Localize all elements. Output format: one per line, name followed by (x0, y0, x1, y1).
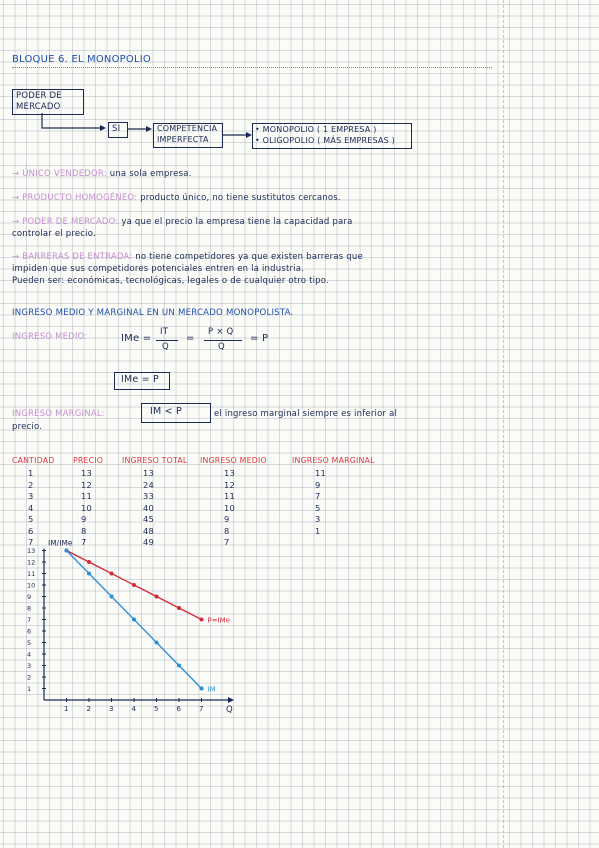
th-ingreso-marginal: INGRESO MARGINAL (292, 456, 375, 465)
data-point (177, 606, 181, 610)
y-axis-label: IM/IMe (48, 540, 73, 548)
table-cell: 8 (224, 525, 230, 536)
data-point (200, 687, 204, 691)
def-poder-mercado-cont: controlar el precio. (12, 229, 96, 239)
table-cell: 24 (143, 479, 154, 490)
table-cell: 40 (143, 502, 154, 513)
data-point (132, 618, 136, 622)
data-point (65, 549, 69, 553)
table-cell: 9 (81, 514, 87, 524)
x-tick-label: 3 (109, 705, 114, 713)
ime-f1-bar (156, 340, 178, 341)
y-tick-label: 5 (27, 639, 32, 647)
table-cell: 1 (315, 525, 321, 536)
th-ingreso-total: INGRESO TOTAL (122, 456, 188, 465)
data-point (110, 595, 114, 599)
table-cell: 7 (28, 537, 34, 547)
y-tick-label: 13 (27, 547, 36, 555)
y-tick-label: 9 (27, 593, 32, 601)
oligopolio-item: • OLIGOPOLIO ( MÁS EMPRESAS ) (255, 136, 395, 145)
y-tick-label: 2 (27, 673, 32, 682)
table-cell: 5 (315, 502, 321, 513)
table-cell: 1 (28, 468, 34, 478)
y-tick-label: 11 (27, 570, 36, 578)
col-ingreso-marginal (315, 468, 326, 549)
table-cell: 12 (81, 479, 92, 490)
th-precio: PRECIO (73, 456, 104, 465)
def-text: ya que el precio la empresa tiene la capacidad para (121, 217, 353, 227)
table-cell: 12 (224, 479, 235, 490)
ime-label: INGRESO MEDIO: (12, 332, 88, 342)
table-cell: 3 (28, 491, 34, 501)
monopolio-item: • MONOPOLIO ( 1 EMPRESA ) (255, 125, 377, 134)
data-point (155, 641, 159, 645)
ime-f2-den: Q (218, 342, 225, 352)
img-label: INGRESO MARGINAL: (12, 409, 105, 419)
col-ingreso-total (143, 468, 154, 549)
y-tick-label: 12 (27, 558, 36, 567)
img-text-cont: precio. (12, 422, 43, 432)
y-tick-label: 10 (27, 581, 36, 590)
ime-f1-den: Q (162, 342, 169, 352)
y-tick-label: 7 (27, 616, 32, 624)
table-cell: 45 (143, 514, 154, 524)
revenue-chart (0, 540, 300, 720)
page-title: BLOQUE 6. EL MONOPOLIO (12, 54, 151, 65)
table-cell: 11 (81, 491, 92, 501)
def-barreras (12, 253, 363, 262)
table-cell: 13 (143, 468, 154, 478)
def-barreras-cont2: Pueden ser: económicas, tecnológicas, legales o de cualquier otro tipo. (12, 276, 329, 286)
table-cell: 4 (28, 502, 34, 513)
x-tick-label: 4 (131, 705, 136, 713)
table-cell: 33 (143, 491, 154, 501)
table-cell: 13 (224, 468, 235, 478)
table-cell: 13 (81, 468, 92, 478)
y-tick-label: 3 (27, 662, 32, 670)
data-point (87, 572, 91, 576)
y-tick-label: 1 (27, 685, 32, 693)
x-tick-label: 5 (154, 705, 159, 713)
img-text: el ingreso marginal siempre es inferior al (214, 409, 398, 419)
data-point (110, 572, 114, 576)
def-term: → PODER DE MERCADO: (12, 217, 119, 227)
si-label: SI (112, 124, 121, 134)
table-cell: 11 (224, 491, 235, 501)
col-precio (81, 468, 92, 549)
ime-result: IMe = P (121, 374, 159, 385)
col-cantidad (28, 468, 33, 549)
col-ingreso-medio (224, 468, 235, 549)
def-term: → BARRERAS DE ENTRADA: (12, 252, 133, 262)
data-point (177, 664, 181, 668)
ime-f1-num: IT (160, 327, 169, 337)
x-axis-label: Q (226, 705, 233, 715)
def-producto-homogeneo (12, 194, 341, 203)
ime-lhs: IMe = (121, 333, 152, 344)
y-tick-label: 4 (27, 650, 32, 659)
def-text: no tiene competidores ya que existen barreras que (135, 252, 363, 262)
ime-f2-bar (204, 340, 242, 341)
table-cell: 6 (28, 525, 34, 536)
table-cell: 7 (315, 491, 321, 501)
th-cantidad: CANTIDAD (12, 456, 55, 465)
x-tick-label: 1 (64, 705, 69, 713)
table-cell: 5 (28, 514, 34, 524)
poder-mercado-label: PODER DE MERCADO (16, 91, 62, 112)
def-barreras-cont: impiden que sus competidores potenciales entren en la industria. (12, 264, 305, 274)
table-cell: 10 (224, 502, 235, 513)
table-cell: 7 (81, 537, 87, 547)
def-unico-vendedor (12, 170, 192, 179)
table-cell: 2 (28, 479, 34, 490)
table-cell: 49 (143, 537, 154, 547)
def-text: producto único, no tiene sustitutos cercanos. (140, 193, 341, 203)
x-tick-label: 6 (176, 705, 181, 713)
series-label: P=IMe (207, 616, 230, 625)
ime-f2-num: P × Q (208, 327, 234, 337)
ime-rhs: = P (250, 333, 269, 344)
imperfecta-label: IMPERFECTA (157, 135, 209, 144)
data-point (132, 583, 136, 587)
img-box-text: IM < P (150, 406, 182, 417)
data-point (87, 560, 91, 564)
def-term: → PRODUCTO HOMOGÉNEO: (12, 193, 138, 203)
section2-heading: INGRESO MEDIO Y MARGINAL EN UN MERCADO MONOPOLISTA. (12, 308, 294, 318)
th-ingreso-medio: INGRESO MEDIO (200, 456, 267, 465)
ime-eq: = (186, 333, 195, 344)
y-tick-label: 8 (27, 604, 32, 613)
series-label: IM (207, 685, 216, 694)
table-cell: 48 (143, 525, 154, 536)
table-cell: 10 (81, 502, 92, 513)
table-cell: 9 (315, 479, 321, 490)
table-cell (315, 537, 326, 549)
data-point (155, 595, 159, 599)
table-cell: 3 (315, 514, 321, 524)
def-poder-mercado (12, 218, 353, 227)
def-text: una sola empresa. (109, 169, 192, 179)
table-cell: 7 (224, 537, 230, 547)
x-tick-label: 2 (86, 705, 91, 713)
data-point (200, 618, 204, 622)
competencia-label: COMPETENCIA (157, 124, 218, 133)
table-cell: 11 (315, 468, 326, 478)
x-axis-arrow (228, 697, 234, 703)
x-tick-label: 7 (199, 705, 204, 713)
table-cell: 8 (81, 525, 87, 536)
y-tick-label: 6 (27, 627, 32, 636)
def-term: → ÚNICO VENDEDOR: (12, 169, 107, 179)
table-cell: 9 (224, 514, 230, 524)
